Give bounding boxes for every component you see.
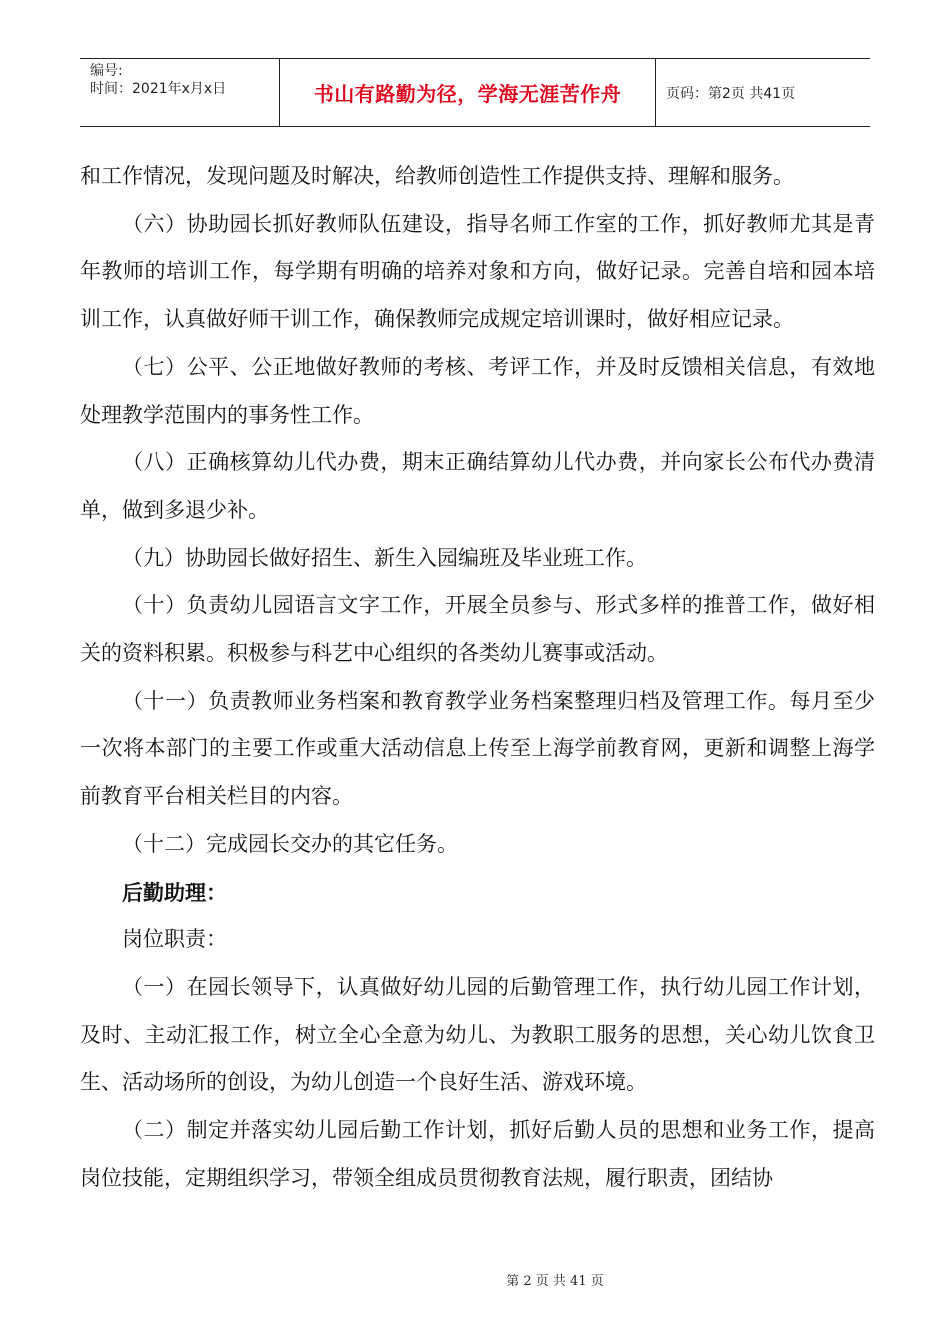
- duty-item-7: （七）公平、公正地做好教师的考核、考评工作，并及时反馈相关信息，有效地处理教学范围内的事务性工作。: [80, 354, 875, 427]
- logistics-duty-1: （一）在园长领导下，认真做好幼儿园的后勤管理工作，执行幼儿园工作计划，及时、主动汇报工作，树立全心全意为幼儿、为教职工服务的思想，关心幼儿饮食卫生、活动场所的创设，为幼儿创造一个良好生活、游戏环境。: [80, 974, 875, 1095]
- section-heading: 后勤助理：: [122, 879, 227, 905]
- paragraph: 和工作情况，发现问题及时解决，给教师创造性工作提供支持、理解和服务。: [80, 164, 794, 188]
- duty-item-10: （十）负责幼儿园语言文字工作，开展全员参与、形式多样的推普工作，做好相关的资料积累。积极参与科艺中心组织的各类幼儿赛事或活动。: [80, 593, 875, 666]
- header-motto-cell: [280, 59, 656, 126]
- duty-item-9: （九）协助园长做好招生、新生入园编班及毕业班工作。: [122, 545, 647, 570]
- page-header: [80, 58, 870, 127]
- duty-item-8: （八）正确核算幼儿代办费，期末正确结算幼儿代办费，并向家长公布代办费清单，做到多退少补。: [80, 450, 875, 522]
- page-footer: 第 2 页 共 41 页: [506, 1274, 604, 1289]
- logistics-duty-2: （二）制定并落实幼儿园后勤工作计划，抓好后勤人员的思想和业务工作，提高岗位技能，定期组织学习，带领全组成员贯彻教育法规，履行职责，团结协: [80, 1118, 875, 1190]
- duty-item-6: （六）协助园长抓好教师队伍建设，指导名师工作室的工作，抓好教师尤其是青年教师的培训工作，每学期有明确的培养对象和方向，做好记录。完善自培和园本培训工作，认真做好师干训工作，确保教师完成规定培训课时，做好相应记录。: [80, 211, 875, 332]
- header-motto: 书山有路勤为径，学海无涯苦作舟: [313, 82, 622, 106]
- document-time-label: 时间：2021年x月x日: [90, 81, 227, 97]
- duty-item-12: （十二）完成园长交办的其它任务。: [122, 831, 458, 856]
- document-number-label: 编号:: [90, 63, 123, 79]
- header-meta-cell: [80, 59, 280, 126]
- header-page-info: 页码：第2页 共41页: [666, 85, 796, 102]
- subsection-label: 岗位职责：: [122, 927, 227, 952]
- duty-item-11: （十一）负责教师业务档案和教育教学业务档案整理归档及管理工作。每月至少一次将本部门的主要工作或重大活动信息上传至上海学前教育网，更新和调整上海学前教育平台相关栏目的内容。: [80, 688, 875, 809]
- document-body: [80, 153, 875, 1202]
